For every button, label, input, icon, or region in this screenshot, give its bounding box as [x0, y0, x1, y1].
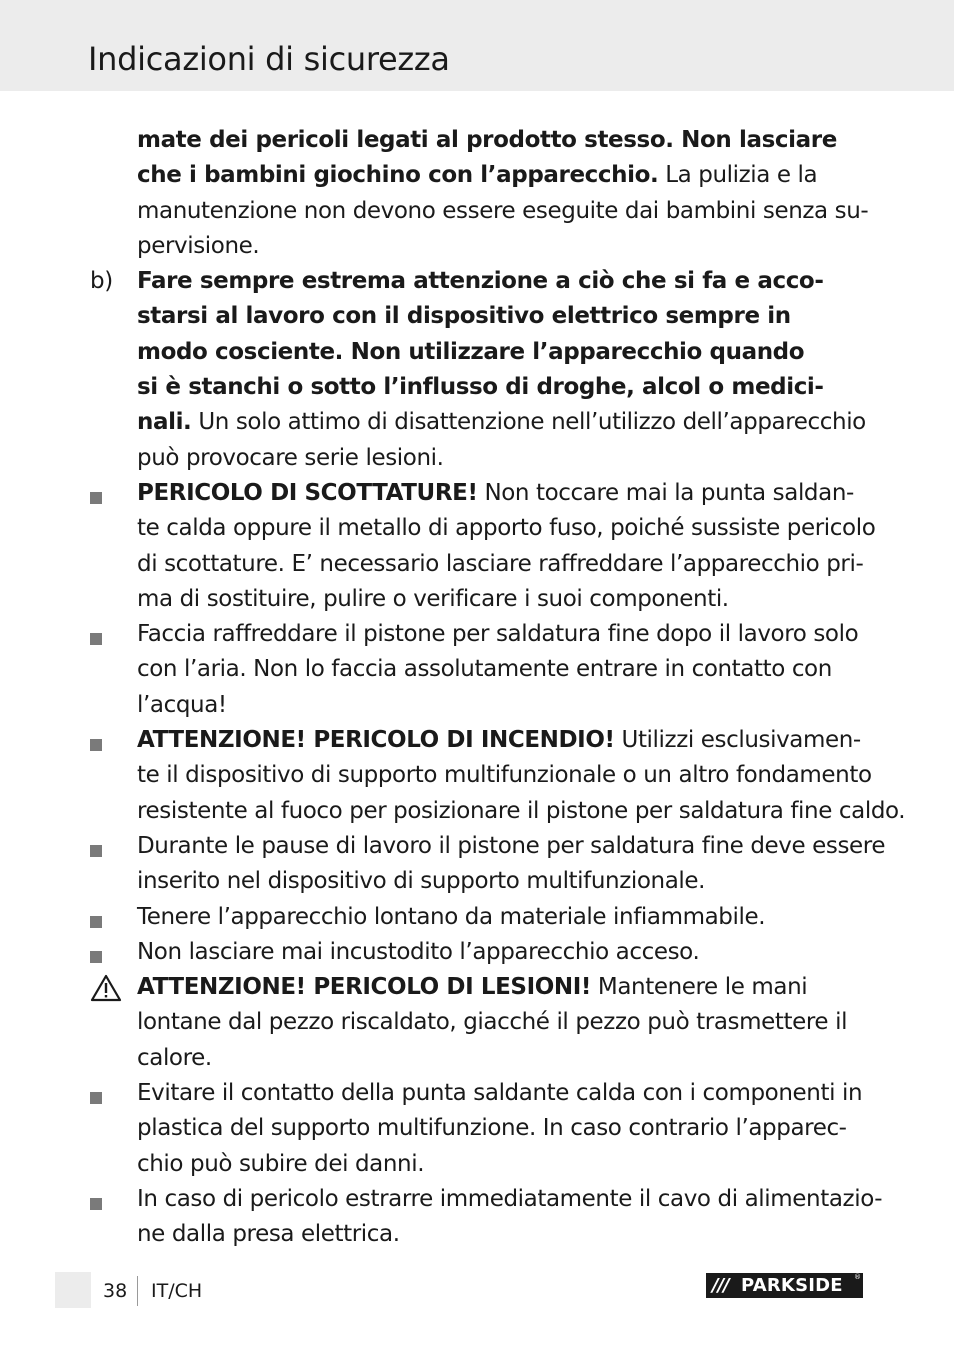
- body-text: La pulizia e la: [658, 162, 818, 189]
- text-line: [137, 1076, 866, 1111]
- warning-triangle-icon: [90, 970, 130, 1005]
- bold-text: mate dei pericoli legati al prodotto stesso. Non lasciare: [137, 127, 837, 153]
- body-text: Faccia raffreddare il pistone per saldatura fine dopo il lavoro solo: [137, 621, 859, 648]
- parkside-logo: [706, 1273, 863, 1298]
- text-line: [137, 582, 866, 617]
- body-text: Evitare il contatto della punta saldante calda con i componenti in: [137, 1080, 863, 1107]
- body-text: calore.: [137, 1044, 212, 1071]
- body-text: Non toccare mai la punta saldan-: [477, 479, 854, 506]
- bold-text: si è stanchi o sotto l’influsso di droghe, alcol o medici-: [137, 374, 824, 401]
- body-text: l’acqua!: [137, 691, 227, 718]
- body-text: resistente al fuoco per posizionare il pistone per saldatura fine caldo.: [137, 797, 906, 824]
- paragraph-2: [0, 476, 876, 617]
- paragraph-9: [0, 1076, 866, 1182]
- paragraph-5: [0, 829, 886, 900]
- paragraph-3: [0, 617, 866, 723]
- paragraph-7: [0, 935, 866, 970]
- page-title: Indicazioni di sicurezza: [88, 40, 450, 78]
- bullet-square-icon: [90, 1182, 130, 1217]
- body-text: di scottature. E’ necessario lasciare raffreddare l’apparecchio pri-: [137, 550, 864, 577]
- text-line: [137, 441, 866, 476]
- body-text: plastica del supporto multifunzione. In caso contrario l’apparec-: [137, 1115, 847, 1142]
- text-line: [137, 194, 869, 229]
- paragraph-0: [0, 123, 869, 264]
- paragraph-10: [0, 1182, 883, 1253]
- footer-tab: [55, 1272, 91, 1308]
- body-text: te il dispositivo di supporto multifunzionale o un altro fondamento: [137, 762, 872, 789]
- bullet-square-icon: [90, 476, 130, 511]
- text-line: [137, 1005, 866, 1040]
- bold-text: ATTENZIONE! PERICOLO DI INCENDIO!: [137, 727, 615, 754]
- body-text: può provocare serie lesioni.: [137, 444, 444, 471]
- body-text: con l’aria. Non lo faccia assolutamente entrare in contatto con: [137, 656, 832, 683]
- text-line: [137, 970, 866, 1005]
- paragraph-6: [0, 900, 866, 935]
- page-header: [0, 0, 954, 91]
- bold-text: Fare sempre estrema attenzione a ciò che si fa e acco-: [137, 268, 824, 295]
- text-line: [137, 1147, 866, 1182]
- body-text: ne dalla presa elettrica.: [137, 1221, 400, 1248]
- language-code: IT/CH: [151, 1280, 203, 1302]
- body-text: Tenere l’apparecchio lontano da materiale infiammabile.: [137, 903, 766, 930]
- text-line: [137, 900, 866, 935]
- text-line: [137, 652, 866, 687]
- body-text: Mantenere le mani: [590, 974, 808, 1001]
- footer-divider: [137, 1276, 138, 1306]
- text-line: [137, 158, 866, 193]
- bullet-square-icon: [90, 617, 130, 652]
- paragraph-1: [0, 264, 866, 476]
- text-line: [137, 829, 886, 864]
- bullet-square-icon: [90, 723, 130, 758]
- text-line: [137, 264, 866, 299]
- paragraph-8: [0, 970, 866, 1076]
- text-line: [137, 511, 876, 546]
- page-number: 38: [103, 1280, 128, 1302]
- text-line: [137, 1182, 883, 1217]
- text-line: [137, 299, 866, 334]
- bold-text: ATTENZIONE! PERICOLO DI LESIONI!: [137, 974, 591, 1001]
- text-line: [137, 758, 872, 793]
- body-text: pervisione.: [137, 232, 260, 259]
- body-text: inserito nel dispositivo di supporto multifunzionale.: [137, 868, 706, 895]
- body-text: Un solo attimo di disattenzione nell’utilizzo dell’apparecchio: [191, 409, 866, 436]
- body-text: lontane dal pezzo riscaldato, giacché il pezzo può trasmettere il: [137, 1009, 848, 1036]
- bullet-square-icon: [90, 829, 130, 864]
- text-line: [137, 794, 906, 829]
- text-line: [137, 1041, 866, 1076]
- body-text: Utilizzi esclusivamen-: [614, 727, 861, 754]
- bold-text: PERICOLO DI SCOTTATURE!: [137, 479, 478, 506]
- logo-slashes: ///: [712, 1275, 729, 1296]
- text-line: [137, 1111, 866, 1146]
- bullet-square-icon: [90, 935, 130, 970]
- bold-text: starsi al lavoro con il dispositivo elettrico sempre in: [137, 303, 791, 330]
- text-line: [137, 229, 866, 264]
- safety-instructions-body: [0, 123, 954, 1253]
- bold-text: nali.: [137, 409, 192, 436]
- text-line: [137, 123, 866, 158]
- paragraph-4: [0, 723, 906, 829]
- body-text: te calda oppure il metallo di apporto fuso, poiché sussiste pericolo: [137, 515, 876, 542]
- body-text: manutenzione non devono essere eseguite dai bambini senza su-: [137, 197, 869, 224]
- text-line: [137, 547, 866, 582]
- text-line: [137, 335, 866, 370]
- text-line: [137, 405, 866, 440]
- text-line: [137, 688, 866, 723]
- bold-text: che i bambini giochino con l’apparecchio.: [137, 162, 659, 189]
- text-line: [137, 1217, 866, 1252]
- bullet-square-icon: [90, 1076, 130, 1111]
- list-letter-marker: b): [90, 268, 113, 295]
- registered-mark: ®: [854, 1273, 861, 1281]
- text-line: [137, 723, 866, 758]
- text-line: [137, 370, 866, 405]
- body-text: Durante le pause di lavoro il pistone per saldatura fine deve essere: [137, 832, 886, 859]
- text-line: [137, 935, 866, 970]
- text-line: [137, 476, 866, 511]
- bold-text: modo cosciente. Non utilizzare l’apparecchio quando: [137, 338, 805, 365]
- body-text: Non lasciare mai incustodito l’apparecchio acceso.: [137, 938, 700, 965]
- body-text: In caso di pericolo estrarre immediatamente il cavo di alimentazio-: [137, 1185, 883, 1212]
- logo-text: PARKSIDE: [741, 1275, 843, 1296]
- body-text: chio può subire dei danni.: [137, 1150, 425, 1177]
- text-line: [137, 864, 866, 899]
- text-line: [137, 617, 866, 652]
- bullet-square-icon: [90, 900, 130, 935]
- body-text: ma di sostituire, pulire o verificare i suoi componenti.: [137, 585, 729, 612]
